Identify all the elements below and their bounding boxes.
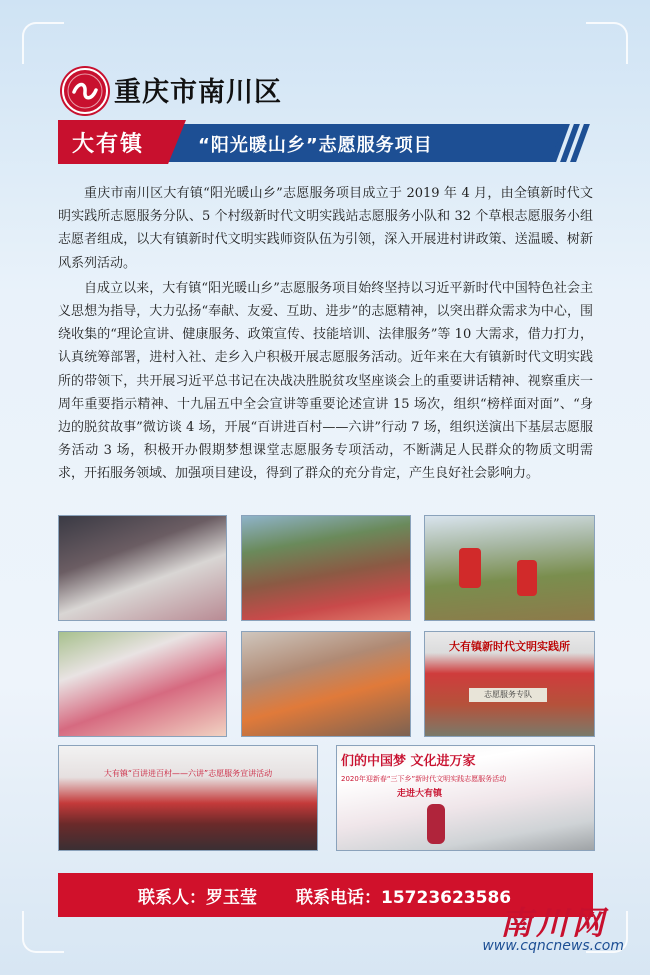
watermark-url: www.cqncnews.com bbox=[482, 938, 624, 954]
photo-classroom bbox=[58, 515, 227, 621]
article-body bbox=[58, 182, 593, 488]
photo-group-banner bbox=[424, 631, 595, 737]
photo-lecture-banner-text: 大有镇“百讲进百村——六讲”志愿服务宣讲活动 bbox=[103, 769, 273, 778]
stage-subtitle-text: 2020年迎新春“三下乡”新时代文明实践志愿服务活动 bbox=[341, 775, 507, 783]
contact-person: 联系人：罗玉莹 bbox=[138, 888, 257, 908]
photo-sign-text: 志愿服务专队 bbox=[469, 688, 547, 702]
photo-outdoor-crowd bbox=[241, 515, 411, 621]
project-title: “阳光暖山乡”志愿服务项目 bbox=[198, 135, 433, 156]
corner-ornament-top-left bbox=[22, 22, 64, 64]
banner-stripes bbox=[553, 124, 593, 162]
district-title: 重庆市南川区 bbox=[114, 77, 282, 108]
photo-stage-performance bbox=[336, 745, 595, 851]
stage-title-text: 们的中国梦 文化进万家 bbox=[341, 754, 476, 769]
corner-ornament-top-right bbox=[586, 22, 628, 64]
photo-hillside-volunteers bbox=[424, 515, 595, 621]
corner-ornament-bottom-left bbox=[22, 911, 64, 953]
photo-lecture-hall bbox=[58, 745, 318, 851]
watermark-logo: 南川网 bbox=[499, 904, 608, 942]
photo-elderly-villagers bbox=[241, 631, 411, 737]
photo-volunteer-service bbox=[58, 631, 227, 737]
volunteer-logo-icon bbox=[62, 68, 108, 114]
stage-line-text: 走进大有镇 bbox=[397, 789, 443, 799]
contact-phone: 联系电话：15723623586 bbox=[296, 888, 512, 908]
photo-banner-text: 大有镇新时代文明实践所 bbox=[449, 640, 570, 653]
town-name: 大有镇 bbox=[72, 132, 145, 157]
title-banner bbox=[58, 120, 593, 164]
paragraph-intro: 重庆市南川区大有镇“阳光暖山乡”志愿服务项目成立于 2019 年 4 月，由全镇新时代文明实践所志愿服务分队、5 个村级新时代文明实践站志愿服务小队和 32 个草根志愿服务小组志愿者组成，以大有镇新时代文明实践师资队伍为引领，深入开展进村讲政策、送温暖、树新风系列活动。 bbox=[58, 186, 593, 271]
paragraph-achievements: 自成立以来，大有镇“阳光暖山乡”志愿服务项目始终坚持以习近平新时代中国特色社会主义思想为指导，大力弘扬“奉献、友爱、互助、进步”的志愿精神，以突出群众需求为中心，围绕收集的“理论宣讲、健康服务、政策宣传、技能培训、法律服务”等 10 大需求，借力打力，认真统筹部署，进村入社、走乡入户积极开展志愿服务活动。近年来在大有镇新时代文明实践所的带领下，共开展习近平总书记在决战决胜脱贫攻坚座谈会上的重要讲话精神、视察重庆一周年重要指示精神、十九届五中全会宣讲等重要论述宣讲 15 场次，组织“榜样面对面”、“身边的脱贫故事”微访谈 4 场，开展“百讲进百村——六讲”行动 7 场，组织送演出下基层志愿服务活动 3 场，积极开办假期梦想课堂志愿服务专项活动，不断满足人民群众的物质文明需求，开拓服务领域、加强项目建设，得到了群众的充分肯定，产生良好社会影响力。 bbox=[58, 280, 593, 482]
